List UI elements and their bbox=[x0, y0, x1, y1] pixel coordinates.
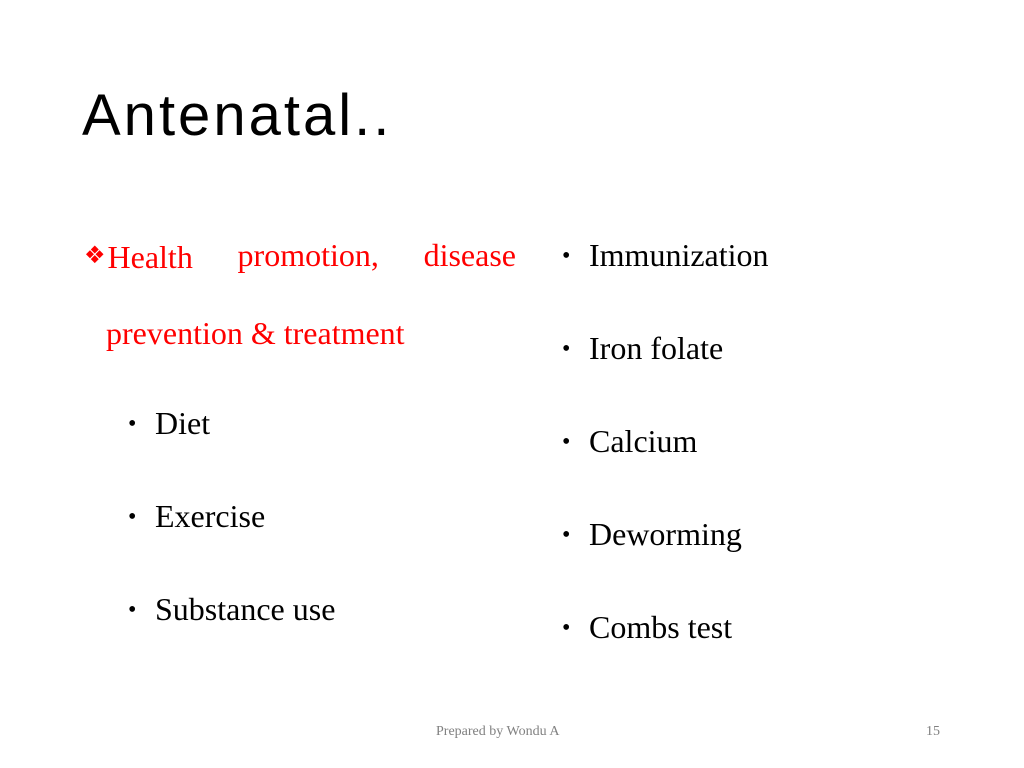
heading-word-2: promotion, bbox=[237, 237, 379, 273]
bullet-icon: • bbox=[128, 504, 137, 530]
heading-word-3: disease bbox=[423, 237, 516, 273]
bullet-icon: • bbox=[562, 243, 571, 269]
left-sub-list bbox=[128, 398, 335, 677]
list-item: • Substance use bbox=[128, 584, 335, 677]
heading-word-1: ❖Health bbox=[84, 239, 193, 275]
slide-title: Antenatal.. bbox=[82, 83, 393, 148]
bullet-icon: • bbox=[128, 411, 137, 437]
footer-credit: Prepared by Wondu A bbox=[436, 724, 560, 739]
page-number: 15 bbox=[926, 724, 940, 739]
right-column bbox=[562, 230, 769, 695]
right-list bbox=[562, 230, 769, 695]
bullet-icon: • bbox=[562, 522, 571, 548]
bullet-icon: • bbox=[562, 336, 571, 362]
list-item: • Combs test bbox=[562, 602, 769, 695]
list-item: • Deworming bbox=[562, 509, 769, 602]
heading-line-2: prevention & treatment bbox=[106, 315, 405, 351]
left-column bbox=[84, 230, 524, 627]
diamond-cluster-icon: ❖ bbox=[84, 241, 106, 269]
list-item: • Immunization bbox=[562, 230, 769, 323]
list-item: • Calcium bbox=[562, 416, 769, 509]
bullet-icon: • bbox=[128, 597, 137, 623]
heading-line-1 bbox=[84, 230, 516, 282]
list-item: • Diet bbox=[128, 398, 335, 491]
list-item: • Exercise bbox=[128, 491, 335, 584]
bullet-icon: • bbox=[562, 429, 571, 455]
bullet-icon: • bbox=[562, 615, 571, 641]
list-item: • Iron folate bbox=[562, 323, 769, 416]
red-heading bbox=[84, 230, 516, 358]
